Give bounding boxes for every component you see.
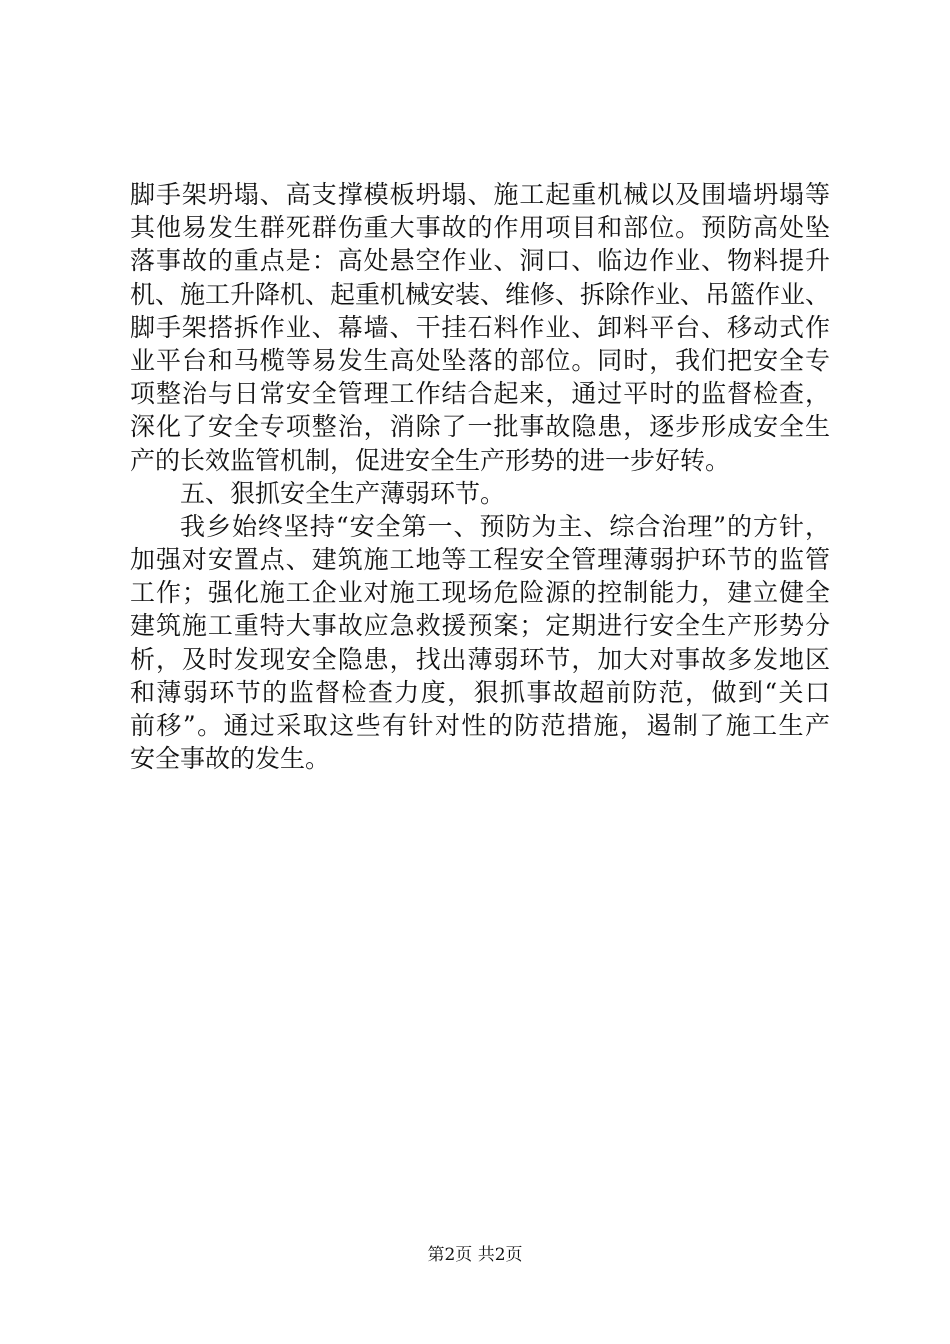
text-line: 脚手架坍塌、高支撑模板坍塌、施工起重机械以及围墙坍塌等	[130, 180, 830, 209]
page-number: 第2页 共2页	[427, 1245, 523, 1265]
text-line: 落事故的重点是：高处悬空作业、洞口、临边作业、物料提升	[130, 246, 830, 276]
page-footer	[0, 1244, 950, 1266]
text-line: 工作；强化施工企业对施工现场危险源的控制能力，建立健全	[130, 578, 830, 608]
text-line: 其他易发生群死群伤重大事故的作用项目和部位。预防高处坠	[130, 213, 830, 243]
text-line: 脚手架搭拆作业、幕墙、干挂石料作业、卸料平台、移动式作	[130, 312, 830, 342]
document-body	[130, 178, 830, 775]
text-line: 和薄弱环节的监督检查力度，狠抓事故超前防范，做到“关口	[130, 677, 830, 707]
text-line: 深化了安全专项整治，消除了一批事故隐患，逐步形成安全生	[130, 412, 830, 442]
text-line: 业平台和马榄等易发生高处坠落的部位。同时，我们把安全专	[130, 345, 830, 375]
text-line: 我乡始终坚持“安全第一、预防为主、综合治理”的方针，	[180, 511, 830, 541]
text-line: 项整治与日常安全管理工作结合起来，通过平时的监督检查，	[130, 379, 830, 409]
text-line: 机、施工升降机、起重机械安装、维修、拆除作业、吊篮作业、	[130, 279, 830, 309]
text-line: 前移”。通过采取这些有针对性的防范措施，遏制了施工生产	[130, 711, 830, 740]
text-line: 加强对安置点、建筑施工地等工程安全管理薄弱护环节的监管	[130, 545, 830, 575]
text-line: 安全事故的发生。	[130, 744, 331, 774]
text-line: 析，及时发现安全隐患，找出薄弱环节，加大对事故多发地区	[130, 644, 830, 674]
text-line: 建筑施工重特大事故应急救援预案；定期进行安全生产形势分	[130, 611, 830, 641]
section-heading: 五、狠抓安全生产薄弱环节。	[180, 478, 506, 508]
text-line: 产的长效监管机制，促进安全生产形势的进一步好转。	[130, 445, 731, 475]
